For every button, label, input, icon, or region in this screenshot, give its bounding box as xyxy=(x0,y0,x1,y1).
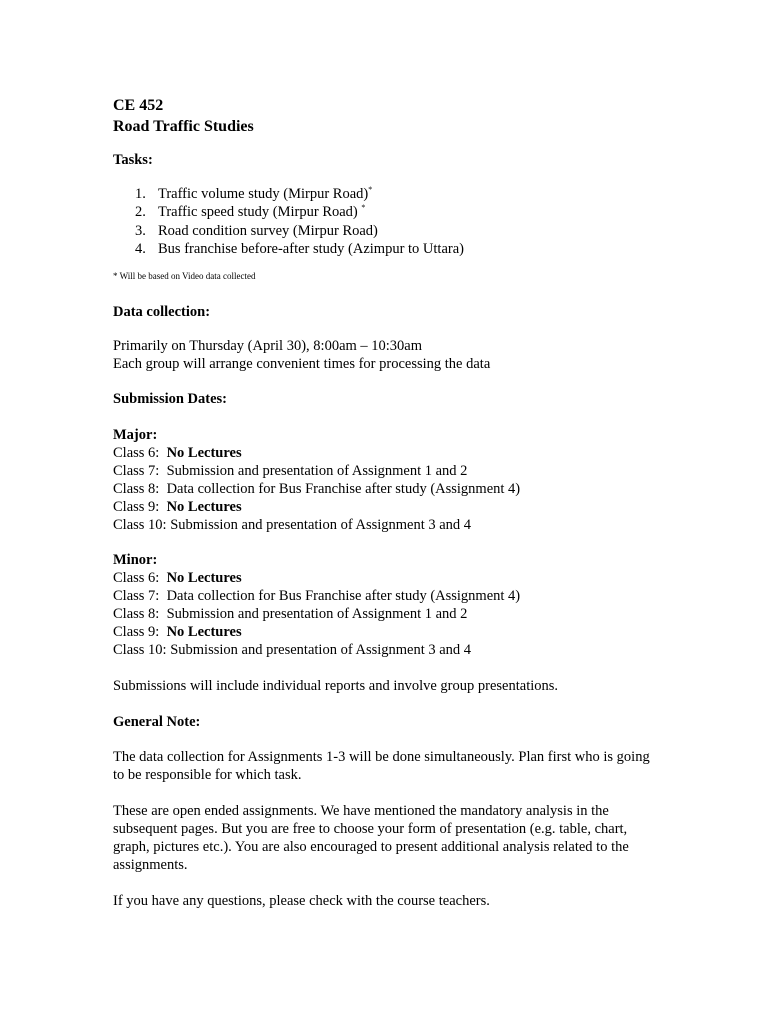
schedule-row: Class 10: Submission and presentation of Assignment 3 and 4 xyxy=(113,517,472,534)
task-item xyxy=(113,203,673,221)
task-number: 2. xyxy=(135,204,146,221)
minor-schedule xyxy=(113,551,673,659)
task-text: Traffic volume study (Mirpur Road) xyxy=(158,186,369,202)
general-note-paragraph: The data collection for Assignments 1-3 will be done simultaneously. Plan first who is going to be responsible for which task. xyxy=(113,749,650,784)
schedule-row: Class 10: Submission and presentation of Assignment 3 and 4 xyxy=(113,642,472,659)
submission-note: Submissions will include individual reports and involve group presentations. xyxy=(113,678,559,695)
general-note-heading: General Note: xyxy=(113,714,201,731)
schedule-row: Class 6: No Lectures xyxy=(113,570,242,587)
schedule-row: Class 9: No Lectures xyxy=(113,499,242,516)
tasks-heading: Tasks: xyxy=(113,152,153,168)
footnote-mark: * xyxy=(361,203,366,213)
submission-dates-heading: Submission Dates: xyxy=(113,391,228,408)
data-collection-line: Primarily on Thursday (April 30), 8:00am – 10:30am xyxy=(113,338,423,355)
general-note-paragraph: If you have any questions, please check with the course teachers. xyxy=(113,893,490,910)
schedule-row: Class 7: Data collection for Bus Franchise after study (Assignment 4) xyxy=(113,588,521,605)
document-page xyxy=(113,95,673,910)
task-text: Traffic speed study (Mirpur Road) xyxy=(158,204,362,221)
task-text: Road condition survey (Mirpur Road) xyxy=(158,222,378,239)
major-schedule xyxy=(113,426,673,534)
task-number: 3. xyxy=(135,222,146,239)
task-item xyxy=(113,185,673,203)
data-collection-heading: Data collection: xyxy=(113,304,211,321)
course-title: Road Traffic Studies xyxy=(113,118,254,135)
general-note-paragraph: These are open ended assignments. We have mentioned the mandatory analysis in the subsequent pages. But you are free to choose your form of presentation (e.g. table, chart, graph, pictures etc.). You are also encouraged to present additional analysis related to the assignments. xyxy=(113,803,629,874)
schedule-row: Class 8: Submission and presentation of Assignment 1 and 2 xyxy=(113,606,468,623)
data-collection-line: Each group will arrange convenient times for processing the data xyxy=(113,356,491,373)
task-number: 1. xyxy=(135,186,146,202)
task-item xyxy=(113,222,673,240)
course-code: CE 452 xyxy=(113,97,164,114)
task-text: Bus franchise before-after study (Azimpur to Uttara) xyxy=(158,240,464,257)
schedule-row: Class 9: No Lectures xyxy=(113,624,242,641)
schedule-row: Class 8: Data collection for Bus Franchise after study (Assignment 4) xyxy=(113,481,521,498)
task-number: 4. xyxy=(135,240,146,257)
task-list xyxy=(113,185,673,258)
schedule-row: Class 7: Submission and presentation of Assignment 1 and 2 xyxy=(113,463,468,480)
major-heading: Major: xyxy=(113,427,158,444)
footnote-mark: * xyxy=(368,185,373,194)
minor-heading: Minor: xyxy=(113,552,158,569)
schedule-row: Class 6: No Lectures xyxy=(113,445,242,462)
task-item xyxy=(113,240,673,258)
tasks-footnote: * Will be based on Video data collected xyxy=(113,271,256,282)
